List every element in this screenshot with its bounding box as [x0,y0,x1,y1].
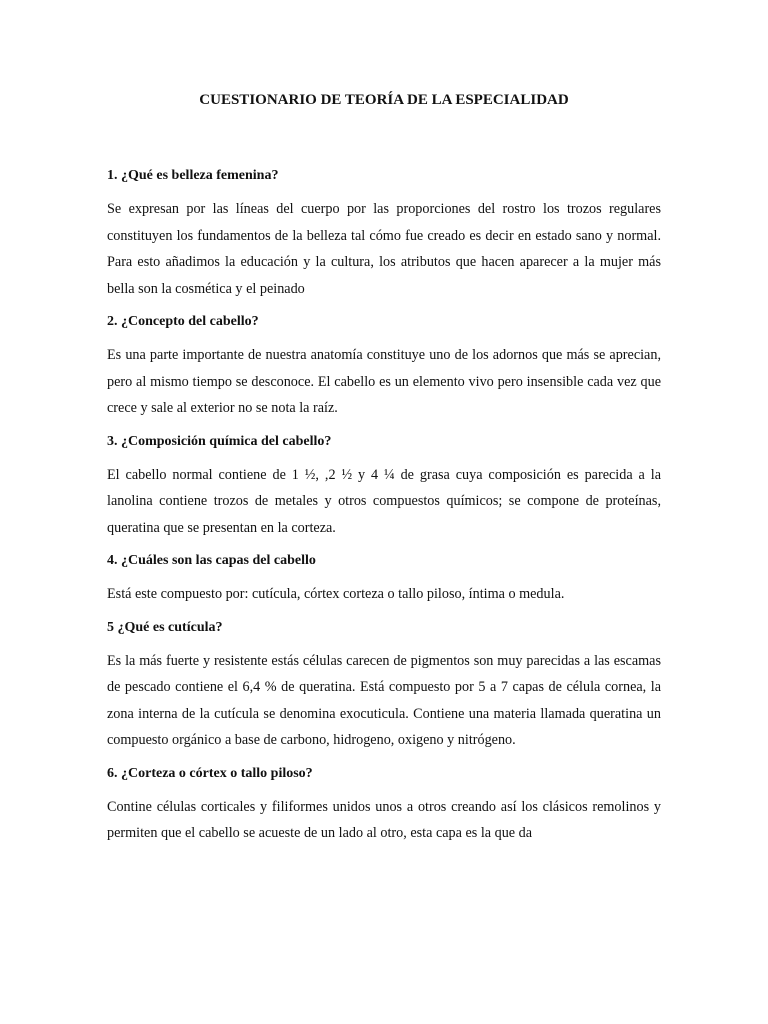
question-4: 4. ¿Cuáles son las capas del cabello [107,553,316,568]
question-1: 1. ¿Qué es belleza femenina? [107,168,279,183]
question-3: 3. ¿Composición química del cabello? [107,433,332,449]
answer-6: Contine células corticales y filiformes unidos unos a otros creando así los clásicos remolinos y permiten que el cabello se acueste de un lado al otro, esta capa es la que da [107,798,661,841]
answer-5: Es la más fuerte y resistente estás células carecen de pigmentos son muy parecidas a las escamas de pescado contiene el 6,4 % de queratina. Está compuesto por 5 a 7 capas de célula cornea, la zona interna de la cutícula se denomina exocuticula. Contiene una materia llamada queratina un compuesto orgánico a base de carbono, hidrogeno, oxigeno y nitrógeno. [107,652,661,748]
answer-2: Es una parte importante de nuestra anatomía constituye uno de los adornos que más se aprecian, pero al mismo tiempo se desconoce. El cabello es un elemento vivo pero insensible cada vez que crece y sale al exterior no se nota la raíz. [107,347,661,416]
question-5: 5 ¿Qué es cutícula? [107,619,223,635]
answer-4: Está este compuesto por: cutícula, córtex corteza o tallo piloso, íntima o medula. [107,586,565,602]
answer-1: Se expresan por las líneas del cuerpo por las proporciones del rostro los trozos regulares constituyen los fundamentos de la belleza tal cómo fue creado es decir en estado sano y normal. Para esto añadimos la educación y la cultura, los atributos que hacen aparecer a la mujer más bella son la cosmética y el peinado [107,201,661,297]
answer-3: El cabello normal contiene de 1 ½, ,2 ½ y 4 ¼ de grasa cuya composición es parecida a la lanolina contiene trozos de metales y otros compuestos químicos; se compone de proteínas, queratina que se presentan en la corteza. [107,466,661,536]
document-body [107,166,661,857]
question-2: 2. ¿Concepto del cabello? [107,314,259,329]
document-title: CUESTIONARIO DE TEORÍA DE LA ESPECIALIDAD [199,92,569,108]
question-6: 6. ¿Corteza o córtex o tallo piloso? [107,765,313,781]
